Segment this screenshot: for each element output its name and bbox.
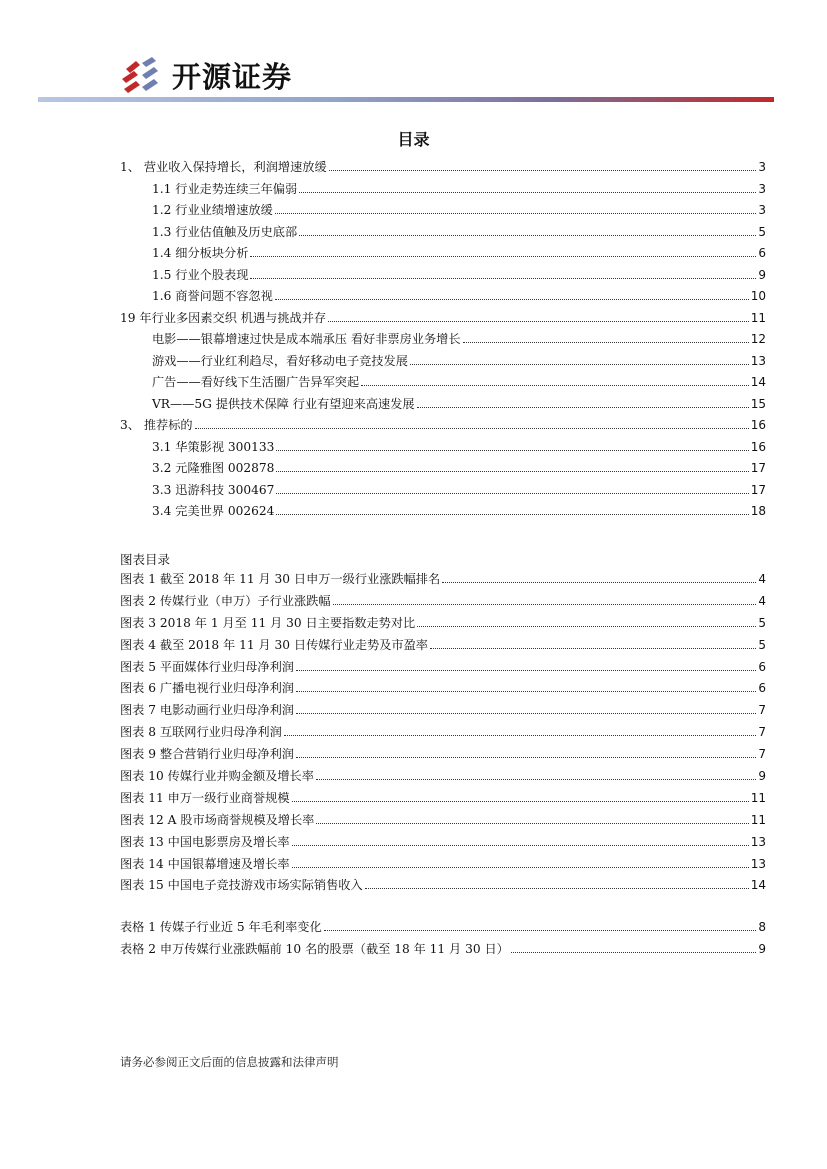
toc-entry[interactable] bbox=[120, 223, 766, 245]
toc-entry[interactable] bbox=[120, 330, 766, 352]
figure-entry-page: 13 bbox=[750, 834, 766, 849]
figure-list-title: 图表目录 bbox=[120, 552, 171, 567]
figure-entry[interactable] bbox=[120, 723, 766, 745]
figure-entry[interactable] bbox=[120, 745, 766, 767]
figure-entry[interactable] bbox=[120, 592, 766, 614]
figure-entry-page: 5 bbox=[758, 637, 766, 652]
toc-entry[interactable] bbox=[120, 481, 766, 503]
figure-entry-title: 图表 8 互联网行业归母净利润 bbox=[120, 725, 282, 740]
figure-entry-page: 11 bbox=[750, 790, 766, 805]
toc-entry[interactable] bbox=[120, 502, 766, 524]
figure-entry[interactable] bbox=[120, 855, 766, 877]
figure-entry-page: 5 bbox=[758, 615, 766, 630]
figure-entry[interactable] bbox=[120, 614, 766, 636]
dot-leader bbox=[276, 471, 748, 472]
toc-entry-page: 3 bbox=[758, 181, 766, 196]
figure-entry-title: 图表 6 广播电视行业归母净利润 bbox=[120, 681, 294, 696]
figure-entry-page: 7 bbox=[758, 703, 766, 718]
table-entry[interactable] bbox=[120, 918, 766, 940]
toc-entry[interactable] bbox=[120, 373, 766, 395]
toc-entry[interactable] bbox=[120, 158, 766, 180]
dot-leader bbox=[275, 213, 757, 214]
toc-entry[interactable] bbox=[120, 459, 766, 481]
toc-entry-title: 1.4 细分板块分析 bbox=[152, 246, 249, 260]
figure-entry-title: 图表 5 平面媒体行业归母净利润 bbox=[120, 659, 294, 674]
dot-leader bbox=[276, 450, 748, 451]
figure-entry-title: 图表 3 2018 年 1 月至 11 月 30 日主要指数走势对比 bbox=[120, 615, 416, 630]
figure-entry-title: 图表 9 整合营销行业归母净利润 bbox=[120, 747, 294, 762]
toc-entry-page: 16 bbox=[750, 439, 766, 454]
dot-leader bbox=[333, 604, 757, 605]
logo-icon bbox=[120, 55, 162, 95]
toc-entry-page: 9 bbox=[758, 267, 766, 282]
toc-entry-title: 电影——银幕增速过快是成本端承压 看好非票房业务增长 bbox=[152, 332, 461, 346]
toc-entry[interactable] bbox=[120, 309, 766, 331]
toc-entry-title: 1.2 行业业绩增速放缓 bbox=[152, 203, 273, 217]
dot-leader bbox=[316, 823, 748, 824]
dot-leader bbox=[284, 735, 757, 736]
toc-entry-title: 3.3 迅游科技 300467 bbox=[152, 482, 275, 497]
figure-entry[interactable] bbox=[120, 701, 766, 723]
header bbox=[120, 50, 292, 100]
figure-entry-title: 图表 10 传媒行业并购金额及增长率 bbox=[120, 769, 314, 784]
figure-entry[interactable] bbox=[120, 636, 766, 658]
figure-entry[interactable] bbox=[120, 811, 766, 833]
toc-entry-title: 游戏——行业红利趋尽，看好移动电子竞技发展 bbox=[152, 353, 408, 368]
figure-list bbox=[120, 570, 766, 898]
toc-entry[interactable] bbox=[120, 266, 766, 288]
figure-entry-page: 11 bbox=[750, 812, 766, 827]
toc-entry-page: 17 bbox=[750, 461, 766, 475]
figure-entry-page: 9 bbox=[758, 769, 766, 784]
figure-entry-page: 14 bbox=[750, 878, 766, 893]
dot-leader bbox=[410, 364, 749, 365]
figure-entry[interactable] bbox=[120, 767, 766, 789]
figure-entry[interactable] bbox=[120, 679, 766, 701]
toc-entry-page: 12 bbox=[750, 332, 766, 346]
toc-entry-title: 1.6 商誉问题不容忽视 bbox=[152, 289, 273, 303]
figure-entry-title: 图表 1 截至 2018 年 11 月 30 日申万一级行业涨跌幅排名 bbox=[120, 572, 441, 586]
dot-leader bbox=[511, 952, 757, 953]
dot-leader bbox=[292, 801, 749, 802]
dot-leader bbox=[299, 192, 756, 193]
dot-leader bbox=[365, 888, 749, 889]
figure-entry-title: 图表 12 A 股市场商誉规模及增长率 bbox=[120, 812, 315, 827]
figure-entry-title: 图表 14 中国银幕增速及增长率 bbox=[120, 856, 290, 871]
toc-entry[interactable] bbox=[120, 244, 766, 266]
table-entry-page: 9 bbox=[758, 941, 766, 956]
figure-entry-title: 图表 13 中国电影票房及增长率 bbox=[120, 834, 290, 849]
toc-entry-title: 1.3 行业估值触及历史底部 bbox=[152, 224, 298, 239]
dot-leader bbox=[292, 845, 749, 846]
dot-leader bbox=[329, 170, 757, 171]
figure-entry-title: 图表 7 电影动画行业归母净利润 bbox=[120, 703, 294, 718]
dot-leader bbox=[195, 428, 749, 429]
toc-entry[interactable] bbox=[120, 416, 766, 438]
figure-entry-page: 7 bbox=[758, 725, 766, 740]
figure-entry-title: 图表 11 申万一级行业商誉规模 bbox=[120, 790, 290, 805]
brand-name: 开源证券 bbox=[172, 59, 293, 94]
header-rule bbox=[38, 97, 774, 102]
figure-entry-page: 4 bbox=[758, 593, 766, 608]
figure-entry-title: 图表 15 中国电子竞技游戏市场实际销售收入 bbox=[120, 878, 363, 893]
dot-leader bbox=[276, 514, 748, 515]
dot-leader bbox=[328, 321, 749, 322]
figure-entry[interactable] bbox=[120, 658, 766, 680]
figure-entry[interactable] bbox=[120, 876, 766, 898]
toc-entry-title: 3、 推荐标的 bbox=[120, 418, 193, 432]
toc-entry-title: 3.4 完美世界 002624 bbox=[152, 504, 275, 518]
figure-entry-page: 6 bbox=[758, 659, 766, 674]
toc-entry[interactable] bbox=[120, 438, 766, 460]
dot-leader bbox=[296, 713, 756, 714]
toc-entry-title: 3.1 华策影视 300133 bbox=[152, 439, 275, 454]
dot-leader bbox=[316, 779, 756, 780]
toc-entry[interactable] bbox=[120, 201, 766, 223]
toc-entry-page: 15 bbox=[750, 396, 766, 411]
dot-leader bbox=[296, 691, 756, 692]
footer-disclaimer: 请务必参阅正文后面的信息披露和法律声明 bbox=[120, 1055, 339, 1069]
toc-entry-title: 1、 营业收入保持增长，利润增速放缓 bbox=[120, 160, 327, 174]
table-entry-title: 表格 1 传媒子行业近 5 年毛利率变化 bbox=[120, 920, 322, 934]
figure-entry-page: 7 bbox=[758, 747, 766, 762]
table-entry[interactable] bbox=[120, 940, 766, 962]
dot-leader bbox=[275, 299, 749, 300]
toc-entry[interactable] bbox=[120, 352, 766, 374]
figure-entry-page: 13 bbox=[750, 856, 766, 871]
figure-entry[interactable] bbox=[120, 570, 766, 592]
dot-leader bbox=[276, 493, 748, 494]
dot-leader bbox=[299, 235, 756, 236]
toc-title: 目录 bbox=[397, 130, 430, 149]
dot-leader bbox=[296, 757, 756, 758]
toc-entry-page: 17 bbox=[750, 482, 766, 497]
dot-leader bbox=[463, 342, 749, 343]
dot-leader bbox=[442, 582, 756, 583]
toc-entry-title: 19 年行业多因素交织 机遇与挑战并存 bbox=[120, 310, 327, 325]
toc-entry-page: 11 bbox=[750, 310, 766, 325]
toc-entry-page: 16 bbox=[750, 418, 766, 432]
dot-leader bbox=[430, 648, 756, 649]
dot-leader bbox=[324, 930, 757, 931]
toc-entry-page: 10 bbox=[750, 289, 766, 303]
toc-entry-title: 1.5 行业个股表现 bbox=[152, 267, 249, 282]
figure-entry[interactable] bbox=[120, 833, 766, 855]
toc-entry-title: 广告——看好线下生活圈广告异军突起 bbox=[152, 375, 360, 389]
table-entry-title: 表格 2 申万传媒行业涨跌幅前 10 名的股票（截至 18 年 11 月 30 日） bbox=[120, 941, 509, 956]
toc-entry-title: 1.1 行业走势连续三年偏弱 bbox=[152, 181, 298, 196]
figure-entry-title: 图表 4 截至 2018 年 11 月 30 日传媒行业走势及市盈率 bbox=[120, 637, 428, 652]
dot-leader bbox=[296, 670, 756, 671]
dot-leader bbox=[292, 867, 749, 868]
toc-entry-title: 3.2 元隆雅图 002878 bbox=[152, 461, 275, 475]
figure-entry-page: 4 bbox=[758, 572, 766, 586]
table-of-contents bbox=[120, 158, 766, 524]
toc-entry-page: 18 bbox=[750, 504, 766, 518]
dot-leader bbox=[417, 407, 749, 408]
dot-leader bbox=[250, 278, 756, 279]
toc-entry-page: 14 bbox=[750, 375, 766, 389]
figure-entry-title: 图表 2 传媒行业（申万）子行业涨跌幅 bbox=[120, 593, 331, 608]
figure-entry-page: 6 bbox=[758, 681, 766, 696]
toc-entry-title: VR——5G 提供技术保障 行业有望迎来高速发展 bbox=[152, 396, 415, 411]
toc-entry-page: 5 bbox=[758, 224, 766, 239]
toc-entry-page: 6 bbox=[758, 246, 766, 260]
toc-entry[interactable] bbox=[120, 180, 766, 202]
toc-entry-page: 3 bbox=[758, 203, 766, 217]
figure-entry[interactable] bbox=[120, 789, 766, 811]
toc-entry-page: 3 bbox=[758, 160, 766, 174]
table-entry-page: 8 bbox=[758, 920, 766, 934]
dot-leader bbox=[417, 626, 756, 627]
table-list bbox=[120, 918, 766, 962]
toc-entry[interactable] bbox=[120, 395, 766, 417]
toc-entry[interactable] bbox=[120, 287, 766, 309]
dot-leader bbox=[250, 256, 756, 257]
toc-entry-page: 13 bbox=[750, 353, 766, 368]
dot-leader bbox=[361, 385, 749, 386]
